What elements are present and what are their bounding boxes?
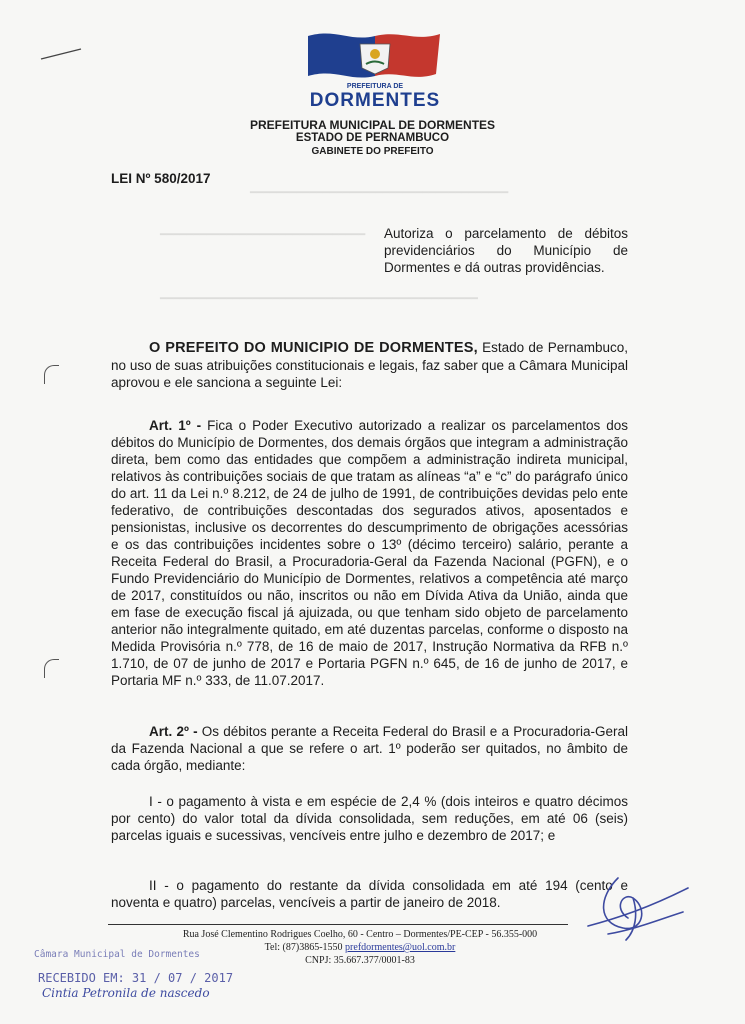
article-1-text: Fica o Poder Executivo autorizado a realizar os parcelamentos dos débitos do Município de Dormentes, dos demais órgãos que integram a administração direta, bem como das entidades que compõem a administração indireta municipal, relativos às contribuições sociais de que tratam as alíneas “a” e “c” do parágrafo único do art. 11 da Lei n.º 8.212, de 24 de julho de 1991, de contribuições devidas pelo ente federativo, de contribuições descontadas dos segurados ativos, aposentados e pensionistas, inclusive os decorrentes do descumprimento de obrigações acessórias e os das contribuições incidentes sobre o 13º (décimo terceiro) salário, perante a Receita Federal do Brasil, a Procuradoria-Geral da Fazenda Nacional (PGFN), e o Fundo Previdenciário do Município de Dormentes, relativos a competência até março de 2017, constituídos ou não, inscritos ou não em Dívida Ativa da União, ainda que em fase de execução fiscal já ajuizada, ou que tenham sido objeto de parcelamento anterior não integralmente quitado, em até duzentas parcelas, conforme o disposto na Medida Provisória n.º 778, de 16 de maio de 2017, Instrução Normativa da RFB n.º 1.710, de 07 de junho de 2017 e Portaria PGFN n.º 645, de 16 de junho de 2017, e Portaria MF n.º 333, de 11.07.2017.: [111, 418, 629, 688]
law-title: LEI Nº 580/2017: [111, 171, 211, 186]
preamble-text: Estado de Pernambuco, no uso de suas atribuições constitucionais e legais, faz saber que a Câmara Municipal aprovou e ele sanciona a seguinte Lei:: [111, 340, 628, 390]
bleed-through-text: ━━━━━━━━━━━━━━━━━━━━━━━━━━━━━━━: [160, 229, 366, 241]
logo-top-text: PREFEITURA DE: [346, 83, 404, 90]
hole-punch-mark: [44, 659, 59, 678]
footer-cnpj: CNPJ: 35.667.377/0001-83: [305, 955, 415, 966]
logo-main-text: DORMENTES: [309, 90, 441, 110]
mayor-signature: [578, 868, 698, 948]
inciso-2: II - o pagamento do restante da dívida consolidada em até 194 (cento e noventa e quatro) parcelas, vencíveis a partir de janeiro de 2018.: [111, 878, 628, 910]
ementa: Autoriza o parcelamento de débitos previdenciários do Município de Dormentes e dá outras providências.: [384, 226, 628, 275]
header-gabinete: GABINETE DO PREFEITO: [311, 146, 434, 157]
footer-divider: [108, 924, 568, 925]
bleed-through-text: ━━━━━━━━━━━━━━━━━━━━━━━━━━━━━━━━━━━━━━━━━━━━━━━━: [160, 293, 478, 305]
footer-address: Rua José Clementino Rodrigues Coelho, 60 - Centro – Dormentes/PE-CEP - 56.355-000: [182, 929, 538, 940]
dormentes-logo: [290, 28, 460, 110]
footer-phone: Tel: (87)3865-1550: [264, 942, 346, 953]
bleed-through-text: ━━━━━━━━━━━━━━━━━━━━━━━━━━━━━━━━━━━━━━━: [250, 187, 509, 199]
article-1-label: Art. 1º -: [149, 418, 202, 433]
inciso-1: I - o pagamento à vista e em espécie de 2,4 % (dois inteiros e quatro décimos por cento) do valor total da dívida consolidada, sem reduções, em até 06 (seis) parcelas iguais e sucessivas, vencíveis entre julho e dezembro de 2017; e: [111, 794, 628, 843]
article-2-text: Os débitos perante a Receita Federal do Brasil e a Procuradoria-Geral da Fazenda Nacional a que se refere o art. 1º poderão ser quitados, no âmbito de cada órgão, mediante:: [111, 724, 629, 773]
article-2: [111, 723, 628, 774]
preamble-bold: O PREFEITO DO MUNICIPIO DE DORMENTES,: [149, 340, 478, 356]
footer-email-link[interactable]: prefdormentes@uol.com.br: [345, 942, 456, 953]
hole-punch-mark: [44, 365, 59, 384]
receiver-signature: Cintia Petronila de nascedo: [42, 986, 210, 1000]
preamble: [111, 339, 628, 391]
header-prefeitura: PREFEITURA MUNICIPAL DE DORMENTES: [249, 118, 496, 132]
footer-contact: [150, 942, 570, 953]
pen-mark: [40, 48, 82, 60]
article-1: [111, 417, 628, 689]
header-estado: ESTADO DE PERNAMBUCO: [295, 132, 450, 144]
received-stamp: RECEBIDO EM: 31 / 07 / 2017: [38, 971, 234, 985]
camara-stamp: Câmara Municipal de Dormentes: [34, 949, 200, 960]
article-2-label: Art. 2º -: [149, 724, 198, 739]
